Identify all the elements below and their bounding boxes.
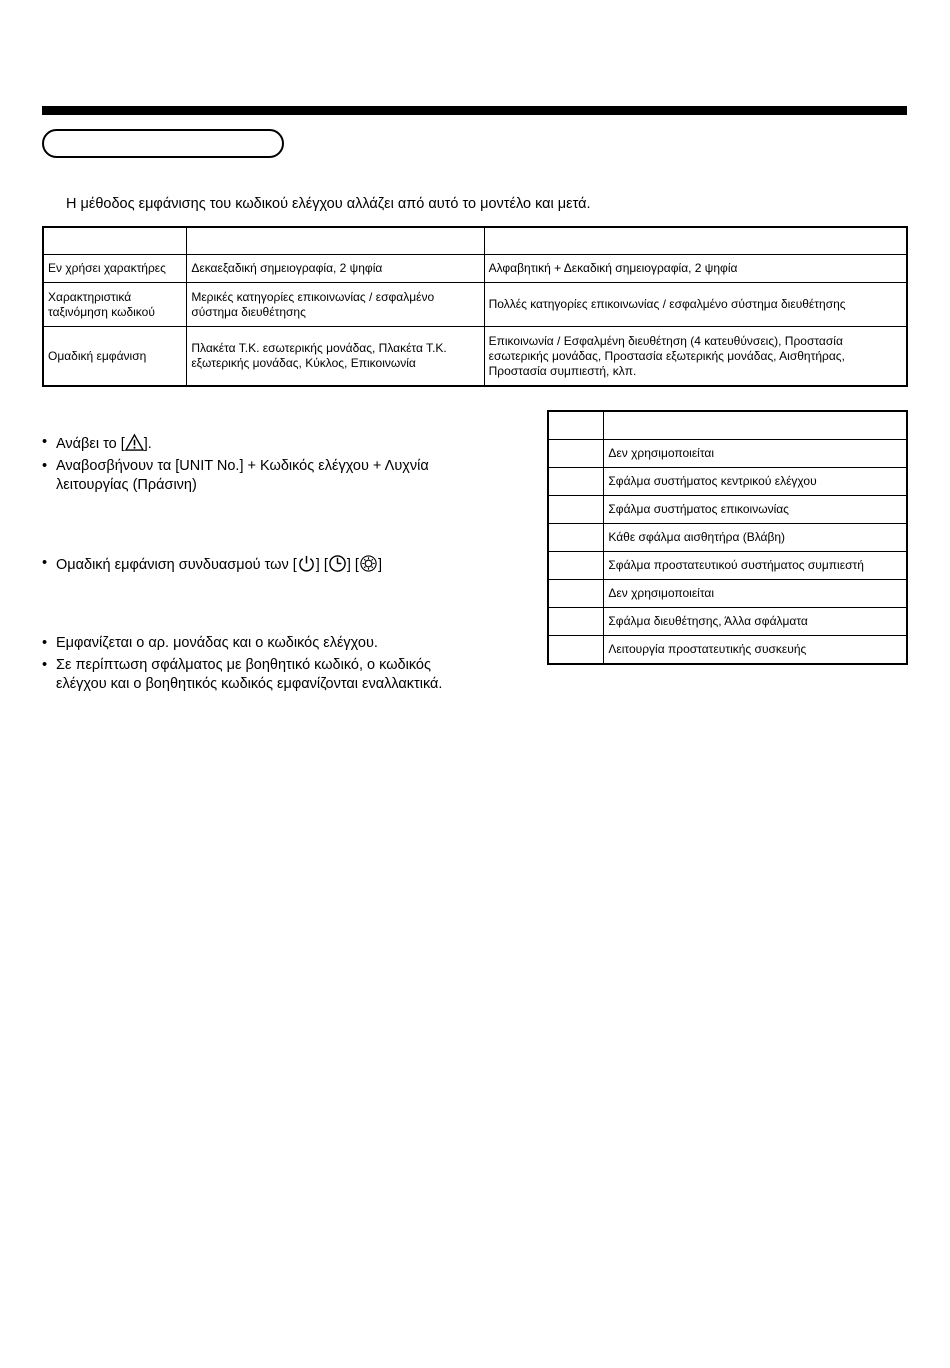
code-cell (548, 552, 604, 580)
table-cell: Χαρακτηριστικά ταξινόμηση κωδικού (43, 283, 187, 327)
section-heading-frame (42, 129, 284, 158)
header-cell (484, 227, 907, 255)
code-cell (548, 524, 604, 552)
timer-icon (328, 554, 347, 573)
description-cell: Λειτουργία προστατευτικής συσκευής (604, 636, 907, 665)
table-cell: Εν χρήσει χαρακτήρες (43, 255, 187, 283)
table-cell: Πολλές κατηγορίες επικοινωνίας / εσφαλμένο σύστημα διευθέτησης (484, 283, 907, 327)
code-cell (548, 608, 604, 636)
power-icon (297, 554, 316, 573)
bullet: • (42, 458, 48, 474)
header-cell (187, 227, 484, 255)
table-row (548, 524, 907, 552)
list-item: • Σε περίπτωση σφάλματος με βοηθητικό κωδικό, ο κωδικός ελέγχου και ο βοηθητικός κωδικός εμφανίζονται εναλλακτικά. (42, 657, 443, 692)
description-cell: Δεν χρησιμοποιείται (604, 440, 907, 468)
intro-text: Η μέθοδος εμφάνισης του κωδικού ελέγχου αλλάζει από αυτό το μοντέλο και μετά. (66, 196, 591, 212)
table-cell: Επικοινωνία / Εσφαλμένη διευθέτηση (4 κατευθύνσεις), Προστασία εσωτερικής μονάδας, Προστασία εξωτερικής μονάδας, Αισθητήρας, Προστασία συμπιεστή, κλπ. (484, 327, 907, 387)
header-cell (604, 411, 907, 440)
comparison-table (42, 226, 908, 387)
table-row (43, 327, 907, 387)
table-row (548, 636, 907, 665)
table-row (548, 496, 907, 524)
check-code-table (547, 410, 908, 665)
unit-display-list (42, 634, 482, 697)
description-cell: Σφάλμα συστήματος κεντρικού ελέγχου (604, 468, 907, 496)
bullet: • (42, 635, 48, 651)
table-header-row (43, 227, 907, 255)
list-item: • Ανάβει το [ ]. (42, 434, 152, 452)
description-cell: Σφάλμα προστατευτικού συστήματος συμπιεστή (604, 552, 907, 580)
top-rule (42, 106, 907, 115)
bullet: • (42, 555, 48, 571)
code-cell (548, 636, 604, 665)
table-row (548, 608, 907, 636)
table-row (43, 255, 907, 283)
list-item: • Ομαδική εμφάνιση συνδυασμού των [ ] [ ] [ ] (42, 555, 382, 573)
table-cell: Αλφαβητική + Δεκαδική σημειογραφία, 2 ψηφία (484, 255, 907, 283)
table-row (548, 468, 907, 496)
warning-icon (125, 433, 144, 452)
description-cell: Κάθε σφάλμα αισθητήρα (Βλάβη) (604, 524, 907, 552)
description-cell: Σφάλμα διευθέτησης, Άλλα σφάλματα (604, 608, 907, 636)
group-display-list (42, 554, 482, 578)
remote-display-list (42, 433, 482, 498)
table-cell: Πλακέτα Τ.Κ. εσωτερικής μονάδας, Πλακέτα Τ.Κ. εξωτερικής μονάδας, Κύκλος, Επικοινωνία (187, 327, 484, 387)
sun-icon (359, 554, 378, 573)
table-row (43, 283, 907, 327)
code-cell (548, 580, 604, 608)
description-cell: Δεν χρησιμοποιείται (604, 580, 907, 608)
code-cell (548, 440, 604, 468)
header-cell (43, 227, 187, 255)
list-item: • Αναβοσβήνουν τα [UNIT No.] + Κωδικός ελέγχου + Λυχνία λειτουργίας (Πράσινη) (42, 458, 429, 493)
table-cell: Ομαδική εμφάνιση (43, 327, 187, 387)
table-cell: Μερικές κατηγορίες επικοινωνίας / εσφαλμένο σύστημα διευθέτησης (187, 283, 484, 327)
list-item: • Εμφανίζεται ο αρ. μονάδας και ο κωδικός ελέγχου. (42, 635, 378, 651)
description-cell: Σφάλμα συστήματος επικοινωνίας (604, 496, 907, 524)
table-row (548, 552, 907, 580)
code-cell (548, 468, 604, 496)
header-cell (548, 411, 604, 440)
table-cell: Δεκαεξαδική σημειογραφία, 2 ψηφία (187, 255, 484, 283)
table-row (548, 580, 907, 608)
table-row (548, 440, 907, 468)
bullet: • (42, 657, 48, 673)
bullet: • (42, 434, 48, 450)
code-cell (548, 496, 604, 524)
table-header-row (548, 411, 907, 440)
